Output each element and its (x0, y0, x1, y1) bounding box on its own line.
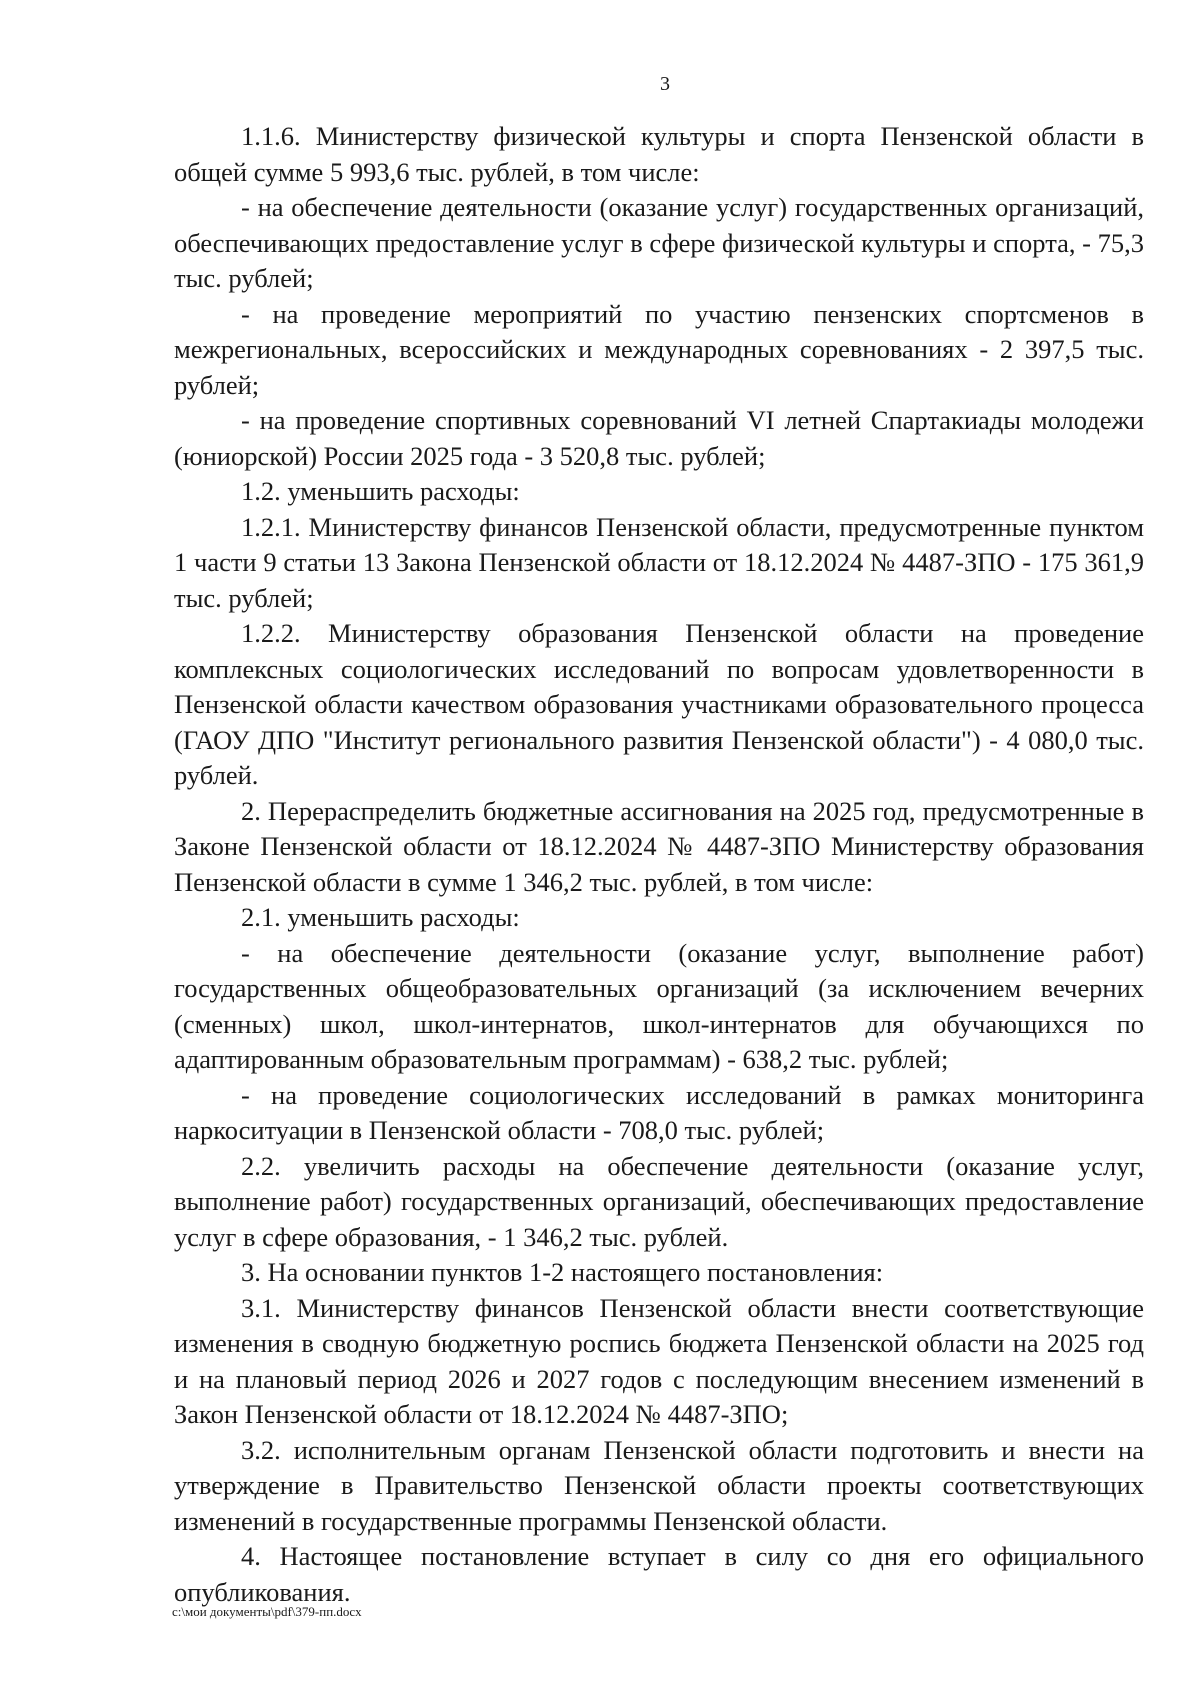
paragraph-3: 3. На основании пунктов 1-2 настоящего постановления: (241, 1257, 884, 1287)
paragraph-item-athletes-competitions: - на проведение мероприятий по участию пензенских спортсменов в межрегиональных, всероссийских и международных соревнованиях - 2 397,5 тыс. рублей; (174, 298, 1144, 400)
paragraph-item-sport-organizations: - на обеспечение деятельности (оказание услуг) государственных организаций, обеспечивающих предоставление услуг в сфере физической культуры и спорта, - 75,3 тыс. рублей; (174, 192, 1144, 293)
paragraph-3-2: 3.2. исполнительным органам Пензенской области подготовить и внести на утверждение в Правительство Пензенской области проекты соответствующих изменений в государственные программы Пензенской области. (174, 1434, 1144, 1536)
page-number: 3 (660, 73, 670, 95)
paragraph-1-2: 1.2. уменьшить расходы: (241, 476, 520, 506)
paragraph-item-schools: - на обеспечение деятельности (оказание услуг, выполнение работ) государственных общеобразовательных организаций (за исключением вечерних (сменных) школ, школ-интернатов, школ-интернатов для обучающихся по адаптированным образовательным программам) - 638,2 тыс. рублей; (174, 937, 1144, 1074)
footer-file-path: c:\мои документы\pdf\379-пп.docx (172, 1604, 362, 1619)
paragraph-4: 4. Настоящее постановление вступает в силу со дня его официального опубликования. (174, 1541, 1144, 1607)
paragraph-2-2: 2.2. увеличить расходы на обеспечение деятельности (оказание услуг, выполнение работ) государственных организаций, обеспечивающих предоставление услуг в сфере образования, - 1 346,2 тыс. рублей. (174, 1150, 1144, 1252)
paragraph-2-1: 2.1. уменьшить расходы: (241, 902, 520, 932)
paragraph-item-narco-monitoring: - на проведение социологических исследований в рамках мониторинга наркоситуации в Пензенской области - 708,0 тыс. рублей; (174, 1079, 1144, 1145)
paragraph-item-spartakiad: - на проведение спортивных соревнований VI летней Спартакиады молодежи (юниорской) России 2025 года - 3 520,8 тыс. рублей; (174, 405, 1144, 471)
paragraph-3-1: 3.1. Министерству финансов Пензенской области внести соответствующие изменения в сводную бюджетную роспись бюджета Пензенской области на 2025 год и на плановый период 2026 и 2027 годов с последующим внесением изменений в Закон Пензенской области от 18.12.2024 № 4487-ЗПО; (174, 1292, 1144, 1429)
paragraph-2: 2. Перераспределить бюджетные ассигнования на 2025 год, предусмотренные в Законе Пензенской области от 18.12.2024 № 4487-ЗПО Министерству образования Пензенской области в сумме 1 346,2 тыс. рублей, в том числе: (174, 795, 1144, 897)
paragraph-1-2-2: 1.2.2. Министерству образования Пензенской области на проведение комплексных социологических исследований по вопросам удовлетворенности в Пензенской области качеством образования участниками образовательного процесса (ГАОУ ДПО "Институт регионального развития Пензенской области") - 4 080,0 тыс. рублей. (174, 618, 1144, 790)
paragraph-1-2-1: 1.2.1. Министерству финансов Пензенской области, предусмотренные пунктом 1 части 9 статьи 13 Закона Пензенской области от 18.12.2024 № 4487-ЗПО - 175 361,9 тыс. рублей; (174, 511, 1144, 613)
document-body (174, 119, 1144, 1610)
paragraph-1-1-6: 1.1.6. Министерству физической культуры и спорта Пензенской области в общей сумме 5 993,6 тыс. рублей, в том числе: (174, 121, 1144, 187)
